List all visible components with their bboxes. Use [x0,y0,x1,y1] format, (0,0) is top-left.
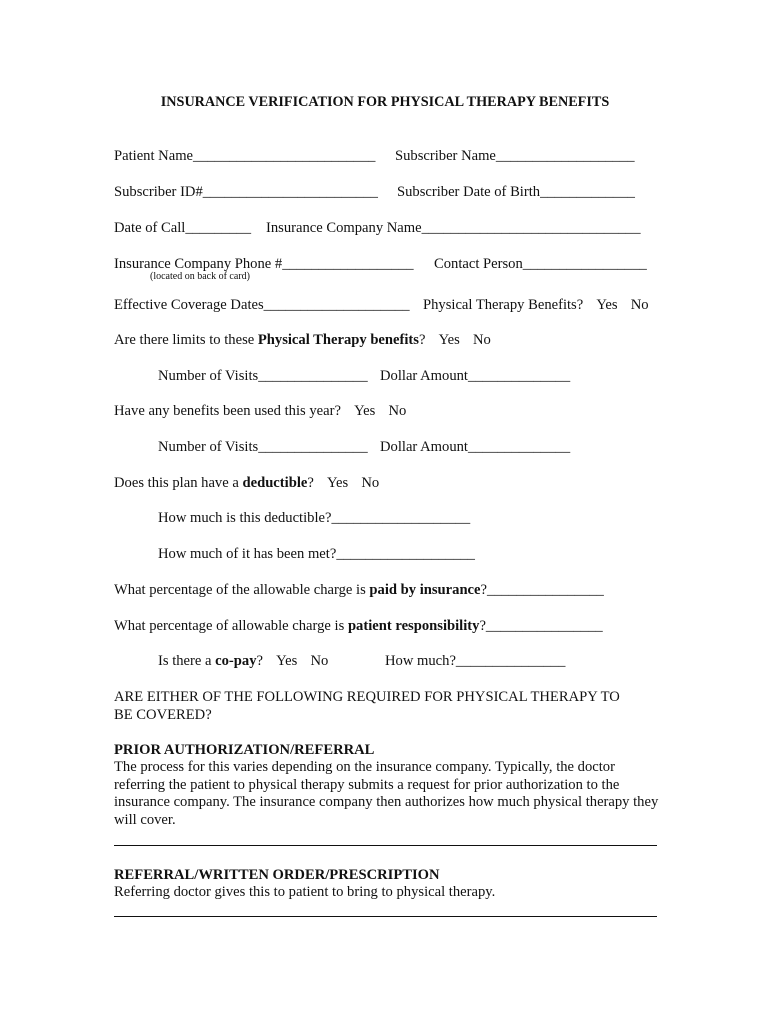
referral-heading: REFERRAL/WRITTEN ORDER/PRESCRIPTION [114,867,440,883]
insurance-phone-field[interactable]: Insurance Company Phone #__________________ [114,256,414,272]
required-question-line-2: BE COVERED? [114,707,212,723]
deductible-question [114,474,379,492]
deductible-no[interactable]: No [361,475,380,491]
paid-by-insurance-bold: paid by insurance [369,582,481,598]
copay-no[interactable]: No [310,653,329,669]
deductible-question-bold: deductible [242,475,308,491]
insurance-company-name-field[interactable]: Insurance Company Name______________________________ [266,220,641,236]
pt-benefits-label: Physical Therapy Benefits? [423,297,584,313]
copay-yes[interactable]: Yes [276,653,298,669]
prior-authorization-heading: PRIOR AUTHORIZATION/REFERRAL [114,742,375,758]
used-visits-field[interactable]: Number of Visits_______________ [158,439,368,455]
benefits-used-yes[interactable]: Yes [354,403,376,419]
limits-yes[interactable]: Yes [438,332,460,348]
deductible-met-field[interactable]: How much of it has been met?___________________ [158,546,475,562]
referral-answer-line[interactable] [114,916,657,917]
pt-benefits-yes[interactable]: Yes [596,297,618,313]
patient-responsibility-suffix[interactable]: ?________________ [479,618,603,634]
limits-dollar-field[interactable]: Dollar Amount______________ [380,368,571,384]
copay-question-bold: co-pay [215,653,257,669]
benefits-used-label: Have any benefits been used this year? [114,403,341,419]
phone-location-note: (located on back of card) [150,271,250,282]
paid-by-insurance-field[interactable] [114,581,604,599]
prior-authorization-answer-line[interactable] [114,845,657,846]
limits-visits-field[interactable]: Number of Visits_______________ [158,368,368,384]
limits-question-prefix: Are there limits to these [114,332,258,348]
limits-question [114,331,491,349]
copay-question-prefix: Is there a [158,653,216,669]
subscriber-id-field[interactable]: Subscriber ID#________________________ [114,184,378,200]
copay-question [158,652,328,670]
form-title: INSURANCE VERIFICATION FOR PHYSICAL THERAPY BENEFITS [160,94,610,110]
required-question-line-1: ARE EITHER OF THE FOLLOWING REQUIRED FOR PHYSICAL THERAPY TO [114,689,620,705]
patient-responsibility-field[interactable] [114,617,603,635]
referral-body: Referring doctor gives this to patient to bring to physical therapy. [114,884,496,900]
copay-question-suffix: ? [256,653,263,669]
contact-person-field[interactable]: Contact Person_________________ [434,256,647,272]
pt-benefits-question [423,296,649,314]
date-of-call-field[interactable]: Date of Call_________ [114,220,251,236]
effective-coverage-dates-field[interactable]: Effective Coverage Dates____________________ [114,297,410,313]
subscriber-name-field[interactable]: Subscriber Name___________________ [395,148,635,164]
benefits-used-no[interactable]: No [388,403,407,419]
pt-benefits-no[interactable]: No [630,297,649,313]
patient-responsibility-prefix: What percentage of allowable charge is [114,618,348,634]
limits-question-bold: Physical Therapy benefits [257,332,419,348]
patient-responsibility-bold: patient responsibility [347,618,480,634]
prior-authorization-body: The process for this varies depending on the insurance company. Typically, the doctor referring the patient to physical therapy submits a request for prior authorization to the insurance company. The insurance company then authorizes how much physical therapy they will cover. [114,759,659,828]
paid-by-insurance-suffix[interactable]: ?________________ [480,582,604,598]
used-dollar-field[interactable]: Dollar Amount______________ [380,439,571,455]
deductible-yes[interactable]: Yes [326,475,349,491]
deductible-question-suffix: ? [307,475,314,491]
limits-question-suffix: ? [418,332,426,348]
deductible-amount-field[interactable]: How much is this deductible?___________________ [158,510,471,526]
subscriber-dob-field[interactable]: Subscriber Date of Birth_____________ [397,184,635,200]
paid-by-insurance-prefix: What percentage of the allowable charge is [114,582,370,598]
copay-amount-field[interactable]: How much?_______________ [385,653,566,669]
limits-no[interactable]: No [472,332,491,348]
patient-name-field[interactable]: Patient Name_________________________ [114,148,376,164]
benefits-used-question [114,402,406,420]
deductible-question-prefix: Does this plan have a [114,475,243,491]
